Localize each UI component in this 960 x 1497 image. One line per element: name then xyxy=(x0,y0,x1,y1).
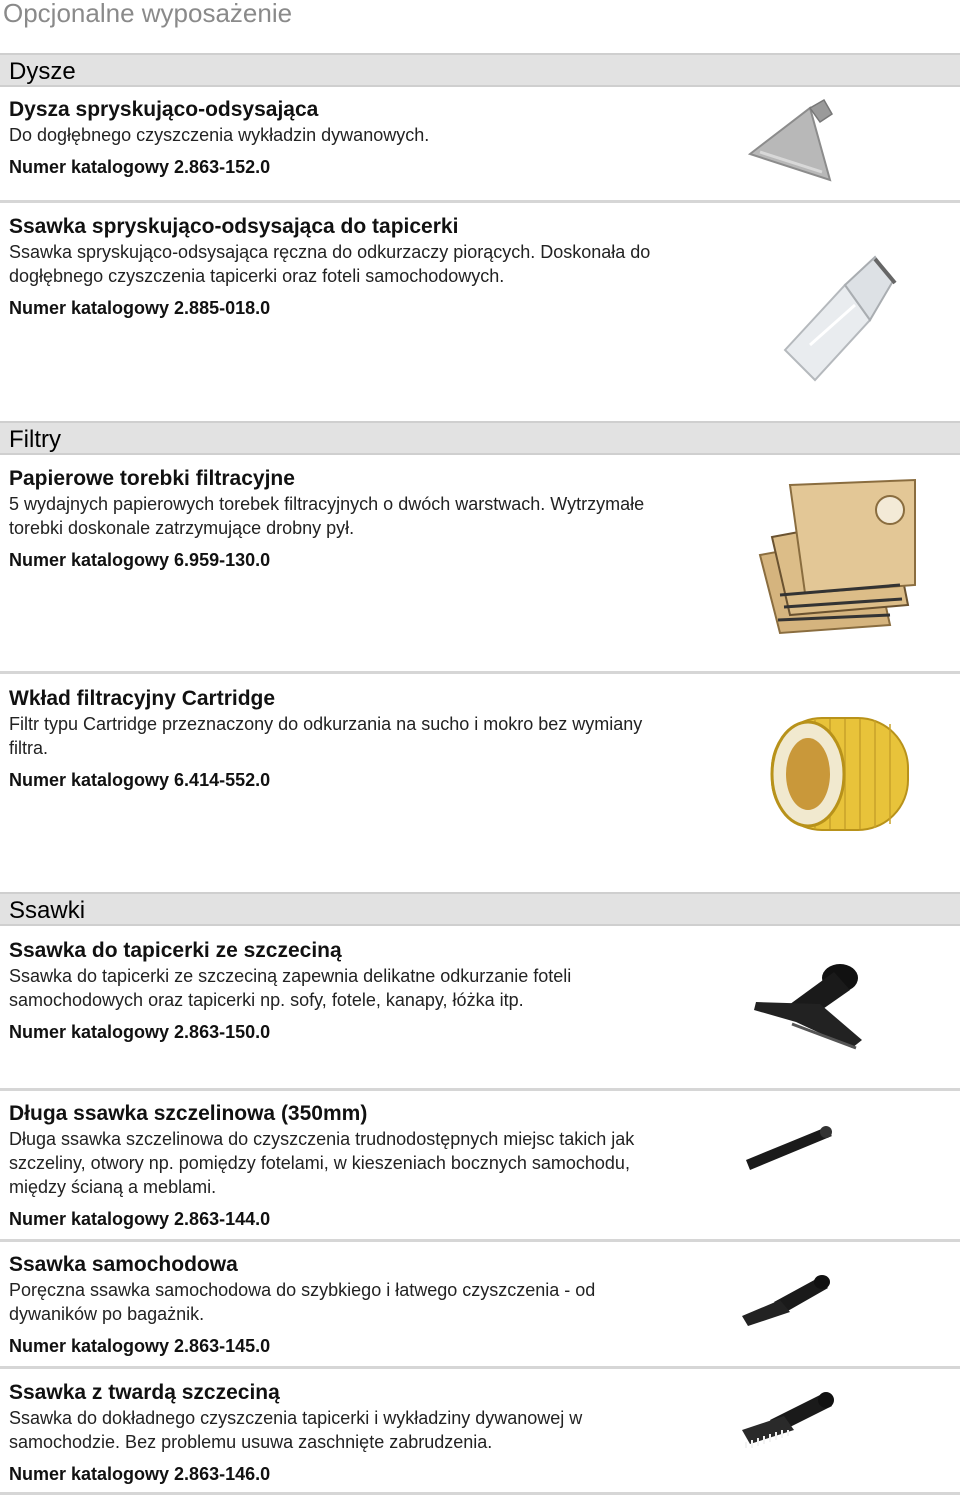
product-desc-line: dywaników po bagażnik. xyxy=(9,1304,205,1324)
divider xyxy=(0,1492,960,1495)
product-title: Ssawka z twardą szczeciną xyxy=(9,1381,280,1404)
page-title: Opcjonalne wyposażenie xyxy=(3,0,293,28)
product-title: Dysza spryskująco-odsysająca xyxy=(9,98,319,121)
paper-filter-bags-icon xyxy=(750,475,920,635)
product-title: Ssawka do tapicerki ze szczeciną xyxy=(9,939,342,962)
product-desc-line: Ssawka do tapicerki ze szczeciną zapewnia delikatne odkurzanie foteli xyxy=(9,966,572,986)
product-desc-line: samochodowych oraz tapicerki np. sofy, fotele, kanapy, łóżka itp. xyxy=(9,990,524,1010)
catalog-number: Numer katalogowy 2.863-145.0 xyxy=(9,1336,271,1356)
product-title: Ssawka samochodowa xyxy=(9,1253,238,1276)
product-desc-line: Do dogłębnego czyszczenia wykładzin dywanowych. xyxy=(9,125,430,145)
product-desc-line: dogłębnego czyszczenia tapicerki oraz foteli samochodowych. xyxy=(9,266,505,286)
catalog-number: Numer katalogowy 2.863-150.0 xyxy=(9,1022,271,1042)
product-item xyxy=(9,97,729,178)
product-item xyxy=(9,938,729,1043)
cartridge-filter-icon xyxy=(760,700,920,848)
catalog-number: Numer katalogowy 2.863-146.0 xyxy=(9,1464,271,1484)
divider xyxy=(0,1366,960,1369)
product-desc-line: Ssawka do dokładnego czyszczenia tapicerki i wykładziny dywanowej w xyxy=(9,1408,583,1428)
product-item xyxy=(9,1101,729,1230)
product-desc-line: 5 wydajnych papierowych torebek filtracyjnych o dwóch warstwach. Wytrzymałe xyxy=(9,494,645,514)
product-desc-line: samochodzie. Bez problemu usuwa zaschnięte zabrudzenia. xyxy=(9,1432,493,1452)
product-item xyxy=(9,686,729,791)
product-desc-line: Poręczna ssawka samochodowa do szybkiego i łatwego czyszczenia - od xyxy=(9,1280,596,1300)
product-title: Długa ssawka szczelinowa (350mm) xyxy=(9,1102,368,1125)
upholstery-nozzle-icon xyxy=(775,245,905,385)
product-desc-line: między ścianą a meblami. xyxy=(9,1177,217,1197)
crevice-nozzle-icon xyxy=(742,1124,834,1174)
section-header-ssawki xyxy=(0,892,960,926)
section-header-dysze xyxy=(0,53,960,87)
product-item xyxy=(9,1252,729,1357)
section-title: Ssawki xyxy=(9,897,86,924)
product-title: Ssawka spryskująco-odsysająca do tapicerki xyxy=(9,215,459,238)
upholstery-brush-nozzle-icon xyxy=(752,958,864,1052)
divider xyxy=(0,200,960,203)
product-title: Wkład filtracyjny Cartridge xyxy=(9,687,276,710)
product-desc-line: filtra. xyxy=(9,738,49,758)
car-nozzle-icon xyxy=(740,1272,832,1328)
product-desc-line: Filtr typu Cartridge przeznaczony do odkurzania na sucho i mokro bez wymiany xyxy=(9,714,643,734)
spray-extraction-nozzle-icon xyxy=(740,92,840,188)
catalog-number: Numer katalogowy 2.863-144.0 xyxy=(9,1209,271,1229)
product-desc-line: torebki doskonale zatrzymujące drobny pył. xyxy=(9,518,355,538)
catalog-number: Numer katalogowy 6.959-130.0 xyxy=(9,550,271,570)
product-title: Papierowe torebki filtracyjne xyxy=(9,467,295,490)
divider xyxy=(0,671,960,674)
product-desc-line: Długa ssawka szczelinowa do czyszczenia trudnodostępnych miejsc takich jak xyxy=(9,1129,635,1149)
catalog-number: Numer katalogowy 6.414-552.0 xyxy=(9,770,271,790)
divider xyxy=(0,1088,960,1091)
product-desc-line: szczeliny, otwory np. pomiędzy fotelami, w kieszeniach bocznych samochodu, xyxy=(9,1153,630,1173)
catalog-number: Numer katalogowy 2.863-152.0 xyxy=(9,157,271,177)
section-title: Filtry xyxy=(9,426,61,453)
product-item xyxy=(9,1380,729,1485)
catalog-number: Numer katalogowy 2.885-018.0 xyxy=(9,298,271,318)
product-item xyxy=(9,466,729,571)
product-desc-line: Ssawka spryskująco-odsysająca ręczna do odkurzaczy piorących. Doskonała do xyxy=(9,242,651,262)
product-item xyxy=(9,214,729,319)
section-header-filtry xyxy=(0,421,960,455)
divider xyxy=(0,1239,960,1242)
section-title: Dysze xyxy=(9,58,76,85)
hard-brush-nozzle-icon xyxy=(740,1390,836,1452)
